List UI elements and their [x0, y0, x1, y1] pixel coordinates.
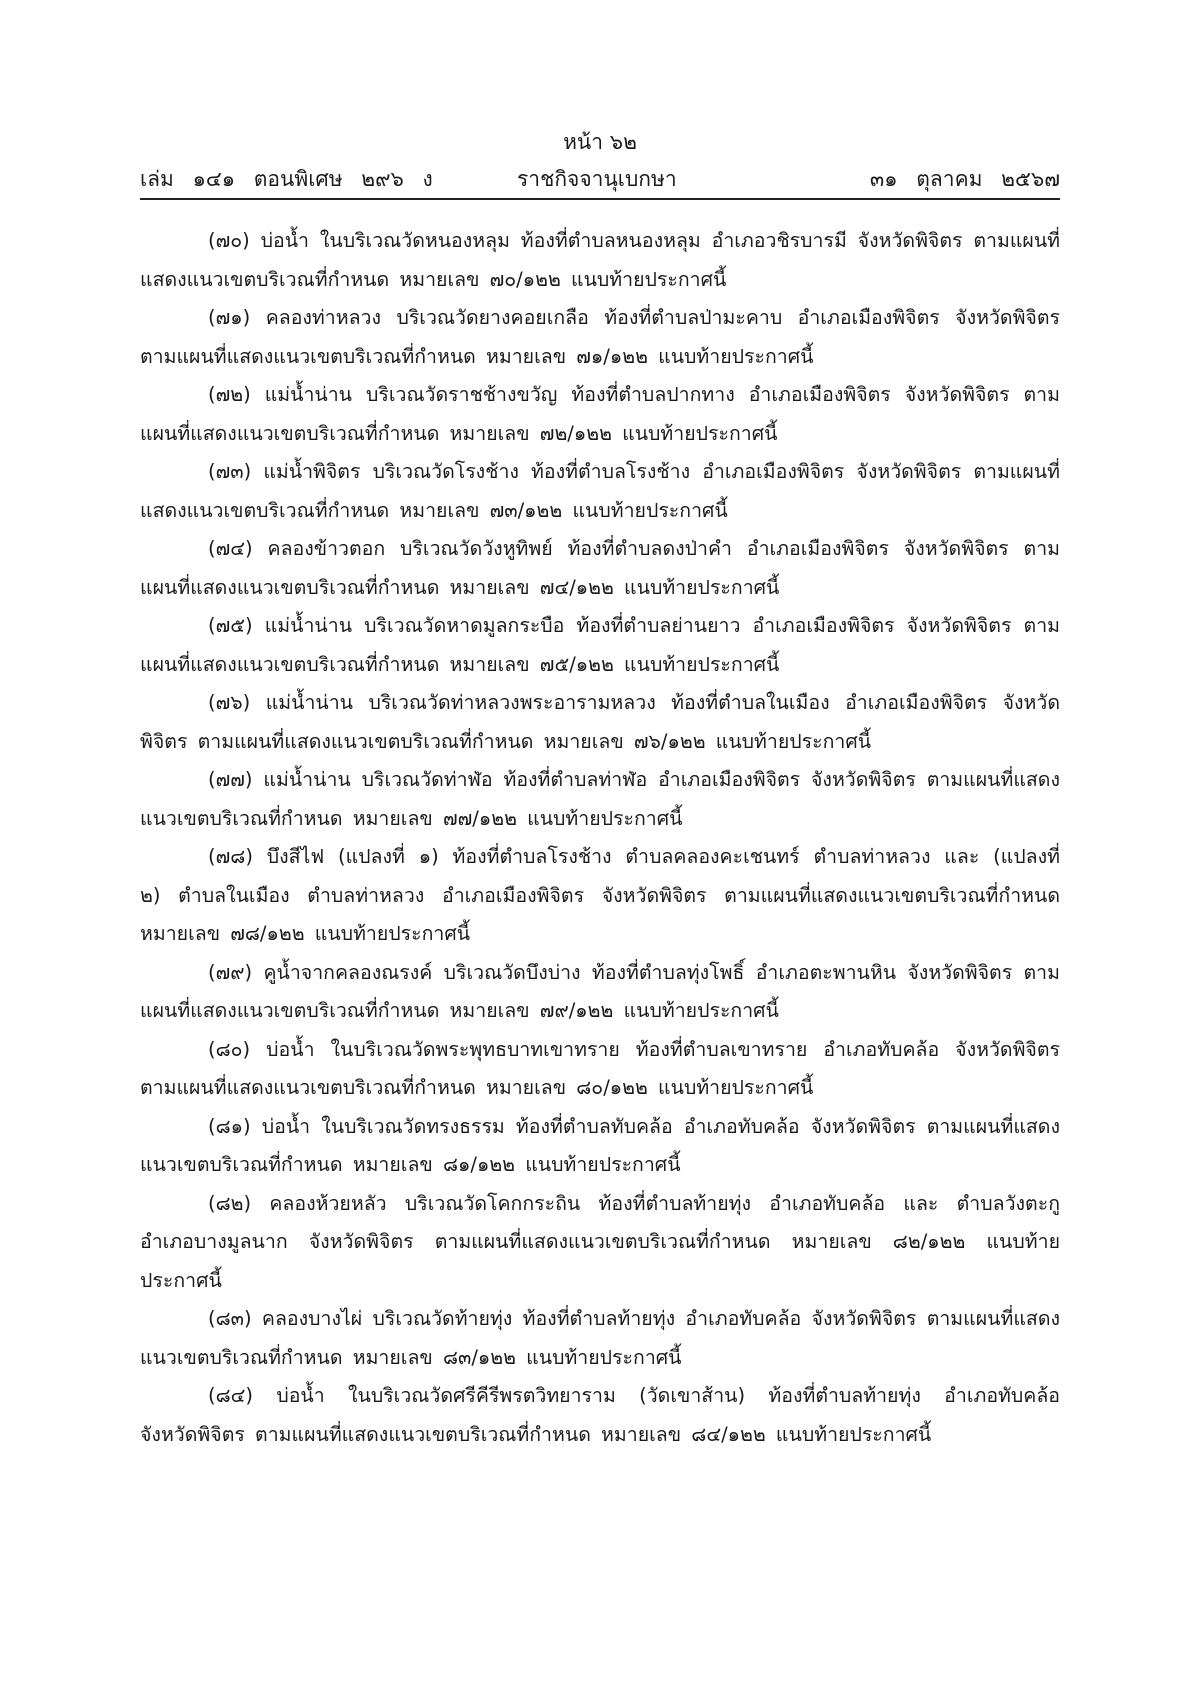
- list-item: (๗๓) แม่น้ำพิจิตร บริเวณวัดโรงช้าง ท้องที่ตำบลโรงช้าง อำเภอเมืองพิจิตร จังหวัดพิจิตร ตามแผนที่แสดงแนวเขตบริเวณที่กำหนด หมายเลข ๗๓/๑๒๒ แนบท้ายประกาศนี้: [140, 460, 1060, 522]
- publication-title: ราชกิจจานุเบกษา: [517, 167, 677, 191]
- volume-issue: เล่ม ๑๔๑ ตอนพิเศษ ๒๙๖ ง: [140, 167, 433, 191]
- list-item: (๗๕) แม่น้ำน่าน บริเวณวัดหาดมูลกระบือ ท้องที่ตำบลย่านยาว อำเภอเมืองพิจิตร จังหวัดพิจิตร ตามแผนที่แสดงแนวเขตบริเวณที่กำหนด หมายเลข ๗๕/๑๒๒ แนบท้ายประกาศนี้: [140, 614, 1060, 676]
- page-number: หน้า ๖๒: [563, 130, 637, 154]
- document-body: [140, 222, 1060, 1454]
- list-item: (๗๔) คลองข้าวตอก บริเวณวัดวังหูทิพย์ ท้องที่ตำบลดงป่าคำ อำเภอเมืองพิจิตร จังหวัดพิจิตร ตามแผนที่แสดงแนวเขตบริเวณที่กำหนด หมายเลข ๗๔/๑๒๒ แนบท้ายประกาศนี้: [140, 537, 1060, 599]
- header-divider: [140, 198, 1060, 200]
- publication-date: ๓๑ ตุลาคม ๒๕๖๗: [869, 167, 1060, 191]
- list-item: (๘๒) คลองห้วยหลัว บริเวณวัดโคกกระถิน ท้องที่ตำบลท้ายทุ่ง อำเภอทับคล้อ และ ตำบลวังตะกู อำเภอบางมูลนาก จังหวัดพิจิตร ตามแผนที่แสดงแนวเขตบริเวณที่กำหนด หมายเลข ๘๒/๑๒๒ แนบท้ายประกาศนี้: [140, 1191, 1060, 1292]
- list-item: (๘๑) บ่อน้ำ ในบริเวณวัดทรงธรรม ท้องที่ตำบลทับคล้อ อำเภอทับคล้อ จังหวัดพิจิตร ตามแผนที่แสดงแนวเขตบริเวณที่กำหนด หมายเลข ๘๑/๑๒๒ แนบท้ายประกาศนี้: [140, 1114, 1060, 1176]
- gazette-header: [140, 165, 1060, 195]
- list-item: (๘๐) บ่อน้ำ ในบริเวณวัดพระพุทธบาทเขาทราย ท้องที่ตำบลเขาทราย อำเภอทับคล้อ จังหวัดพิจิตร ตามแผนที่แสดงแนวเขตบริเวณที่กำหนด หมายเลข ๘๐/๑๒๒ แนบท้ายประกาศนี้: [140, 1037, 1060, 1099]
- list-item: (๗๐) บ่อน้ำ ในบริเวณวัดหนองหลุม ท้องที่ตำบลหนองหลุม อำเภอวชิรบารมี จังหวัดพิจิตร ตามแผนที่แสดงแนวเขตบริเวณที่กำหนด หมายเลข ๗๐/๑๒๒ แนบท้ายประกาศนี้: [140, 229, 1060, 291]
- list-item: (๗๙) คูน้ำจากคลองณรงค์ บริเวณวัดบึงบ่าง ท้องที่ตำบลทุ่งโพธิ์ อำเภอตะพานหิน จังหวัดพิจิตร ตามแผนที่แสดงแนวเขตบริเวณที่กำหนด หมายเลข ๗๙/๑๒๒ แนบท้ายประกาศนี้: [140, 960, 1060, 1022]
- list-item: (๗๖) แม่น้ำน่าน บริเวณวัดท่าหลวงพระอารามหลวง ท้องที่ตำบลในเมือง อำเภอเมืองพิจิตร จังหวัดพิจิตร ตามแผนที่แสดงแนวเขตบริเวณที่กำหนด หมายเลข ๗๖/๑๒๒ แนบท้ายประกาศนี้: [140, 691, 1060, 753]
- list-item: (๗๒) แม่น้ำน่าน บริเวณวัดราชช้างขวัญ ท้องที่ตำบลปากทาง อำเภอเมืองพิจิตร จังหวัดพิจิตร ตามแผนที่แสดงแนวเขตบริเวณที่กำหนด หมายเลข ๗๒/๑๒๒ แนบท้ายประกาศนี้: [140, 383, 1060, 445]
- list-item: (๘๓) คลองบางไผ่ บริเวณวัดท้ายทุ่ง ท้องที่ตำบลท้ายทุ่ง อำเภอทับคล้อ จังหวัดพิจิตร ตามแผนที่แสดงแนวเขตบริเวณที่กำหนด หมายเลข ๘๓/๑๒๒ แนบท้ายประกาศนี้: [140, 1307, 1060, 1369]
- list-item: (๘๔) บ่อน้ำ ในบริเวณวัดศรีคีรีพรตวิทยาราม (วัดเขาส้าน) ท้องที่ตำบลท้ายทุ่ง อำเภอทับคล้อ จังหวัดพิจิตร ตามแผนที่แสดงแนวเขตบริเวณที่กำหนด หมายเลข ๘๔/๑๒๒ แนบท้ายประกาศนี้: [140, 1384, 1060, 1446]
- list-item: (๗๗) แม่น้ำน่าน บริเวณวัดท่าฬ่อ ท้องที่ตำบลท่าฬ่อ อำเภอเมืองพิจิตร จังหวัดพิจิตร ตามแผนที่แสดงแนวเขตบริเวณที่กำหนด หมายเลข ๗๗/๑๒๒ แนบท้ายประกาศนี้: [140, 768, 1060, 830]
- list-item: (๗๘) บึงสีไฟ (แปลงที่ ๑) ท้องที่ตำบลโรงช้าง ตำบลคลองคะเชนทร์ ตำบลท่าหลวง และ (แปลงที่ ๒) ตำบลในเมือง ตำบลท่าหลวง อำเภอเมืองพิจิตร จังหวัดพิจิตร ตามแผนที่แสดงแนวเขตบริเวณที่กำหนด หมายเลข ๗๘/๑๒๒ แนบท้ายประกาศนี้: [140, 845, 1060, 945]
- list-item: (๗๑) คลองท่าหลวง บริเวณวัดยางคอยเกลือ ท้องที่ตำบลป่ามะคาบ อำเภอเมืองพิจิตร จังหวัดพิจิตร ตามแผนที่แสดงแนวเขตบริเวณที่กำหนด หมายเลข ๗๑/๑๒๒ แนบท้ายประกาศนี้: [140, 306, 1060, 368]
